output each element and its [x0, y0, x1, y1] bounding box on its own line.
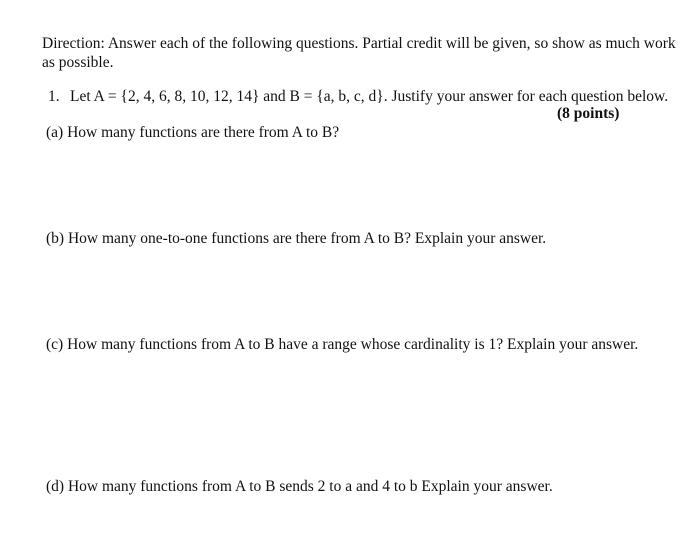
points-label: (8 points): [557, 105, 620, 122]
question-part-d: (d) How many functions from A to B sends 2 to a and 4 to b Explain your answer.: [46, 478, 553, 495]
question-part-a: (a) How many functions are there from A to B?: [46, 124, 340, 141]
directions-paragraph: [42, 34, 682, 72]
question-part-c: (c) How many functions from A to B have a range whose cardinality is 1? Explain your answer.: [46, 336, 639, 353]
directions-line-2: as possible.: [42, 54, 114, 71]
directions-line-1: Direction: Answer each of the following questions. Partial credit will be given, so show as much work: [42, 35, 676, 52]
question-part-b: (b) How many one-to-one functions are there from A to B? Explain your answer.: [46, 230, 547, 247]
question-text: Let A = {2, 4, 6, 8, 10, 12, 14} and B = {a, b, c, d}. Justify your answer for each question below.: [70, 88, 669, 105]
question-number: 1.: [48, 88, 60, 105]
